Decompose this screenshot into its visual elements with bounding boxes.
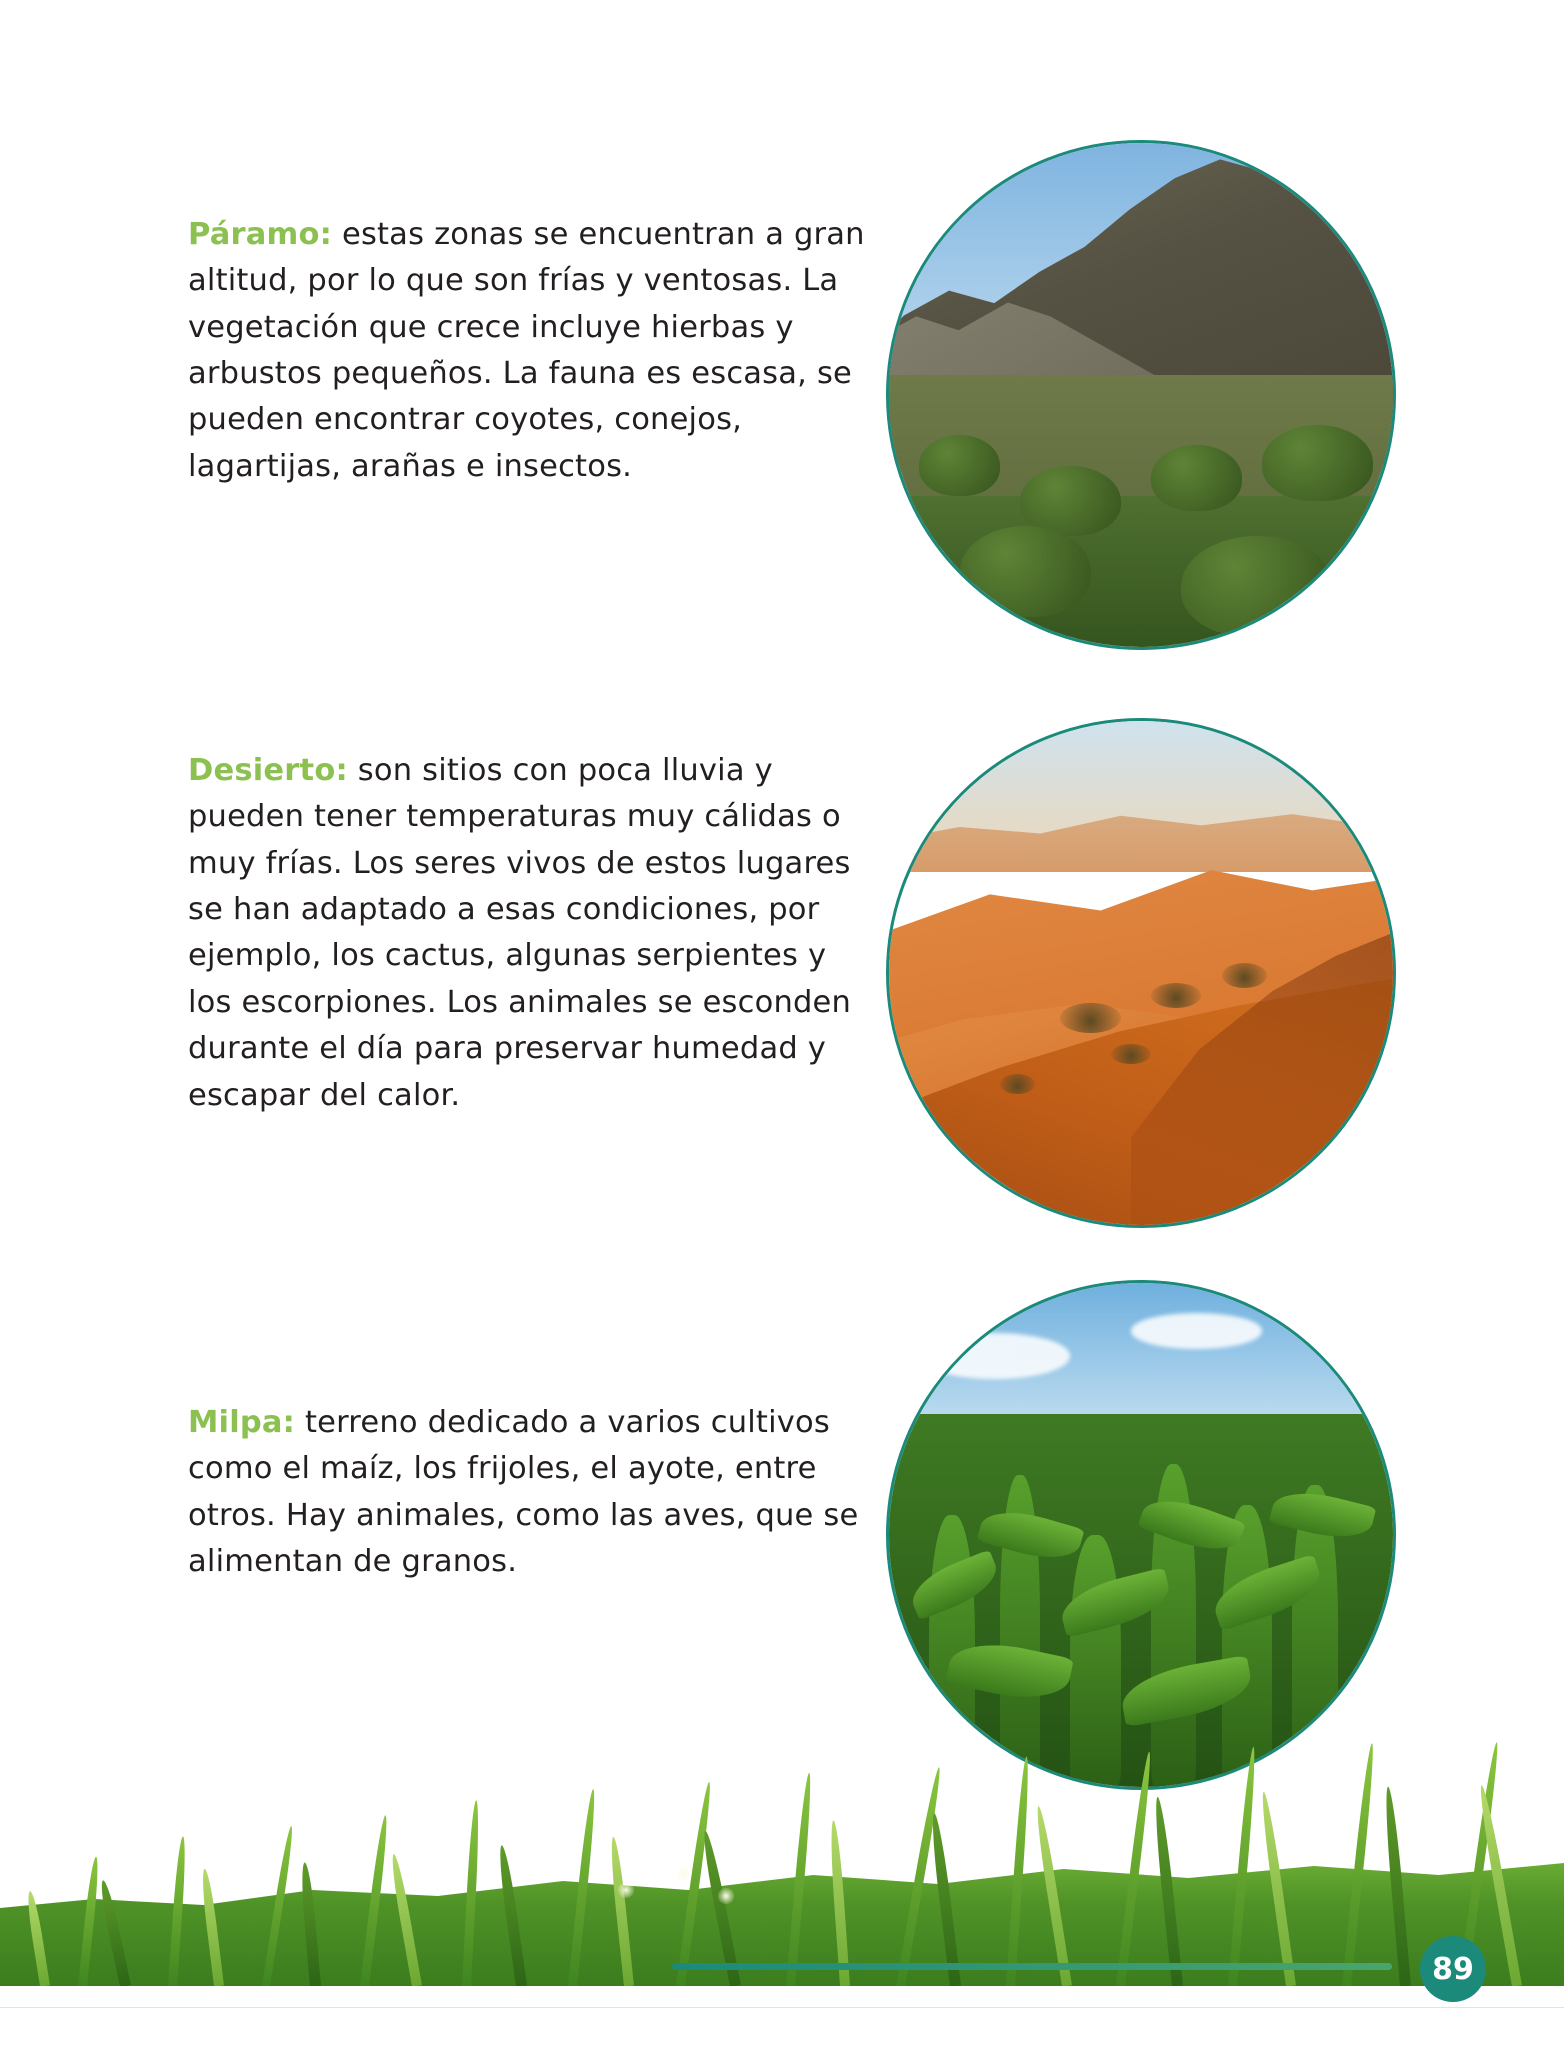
section-paramo-term: Páramo: <box>188 217 333 252</box>
footer-rule <box>672 1963 1392 1970</box>
dandelion-puff <box>618 1882 634 1898</box>
dandelion-puff <box>676 1866 692 1882</box>
paramo-shrub <box>919 435 1000 495</box>
grass-footer-decoration <box>0 1726 1564 1986</box>
section-paramo-body: estas zonas se encuentran a gran altitud, por lo que son frías y ventosas. La vegetación que crece incluye hierbas y arbustos pequeños. La fauna es escasa, se pueden encontrar coyotes, conejos, lagartijas, arañas e insectos. <box>188 217 865 484</box>
page-bottom-edge <box>0 2007 1564 2048</box>
section-desierto-image <box>886 718 1396 1228</box>
paramo-shrub <box>1181 536 1332 637</box>
section-desierto-text <box>188 748 878 1119</box>
section-milpa-text <box>188 1400 878 1585</box>
paramo-shrub <box>1151 445 1242 511</box>
section-desierto-body: son sitios con poca lluvia y pueden tener temperaturas muy cálidas o muy frías. Los seres vivos de estos lugares se han adaptado a esas condiciones, por ejemplo, los cactus, algunas serpientes y los escorpiones. Los animales se esconden durante el día para preservar humedad y escapar del calor. <box>188 753 852 1113</box>
milpa-cloud <box>1131 1313 1262 1348</box>
section-milpa-term: Milpa: <box>188 1405 296 1440</box>
section-paramo-image <box>886 140 1396 650</box>
section-paramo-text <box>188 212 878 490</box>
section-milpa-body: terreno dedicado a varios cultivos como el maíz, los frijoles, el ayote, entre otros. Hay animales, como las aves, que se alimentan de granos. <box>188 1405 859 1580</box>
paramo-shrub <box>1262 425 1373 501</box>
page-number: 89 <box>1420 1936 1486 2002</box>
desert-grass-tuft <box>1222 963 1267 988</box>
desert-grass-tuft <box>1000 1074 1035 1094</box>
section-desierto-term: Desierto: <box>188 753 348 788</box>
milpa-cloud <box>919 1333 1070 1378</box>
dandelion-puff <box>718 1888 734 1904</box>
paramo-shrub <box>960 526 1091 617</box>
section-milpa-image <box>886 1280 1396 1790</box>
desert-grass-tuft <box>1111 1044 1151 1064</box>
